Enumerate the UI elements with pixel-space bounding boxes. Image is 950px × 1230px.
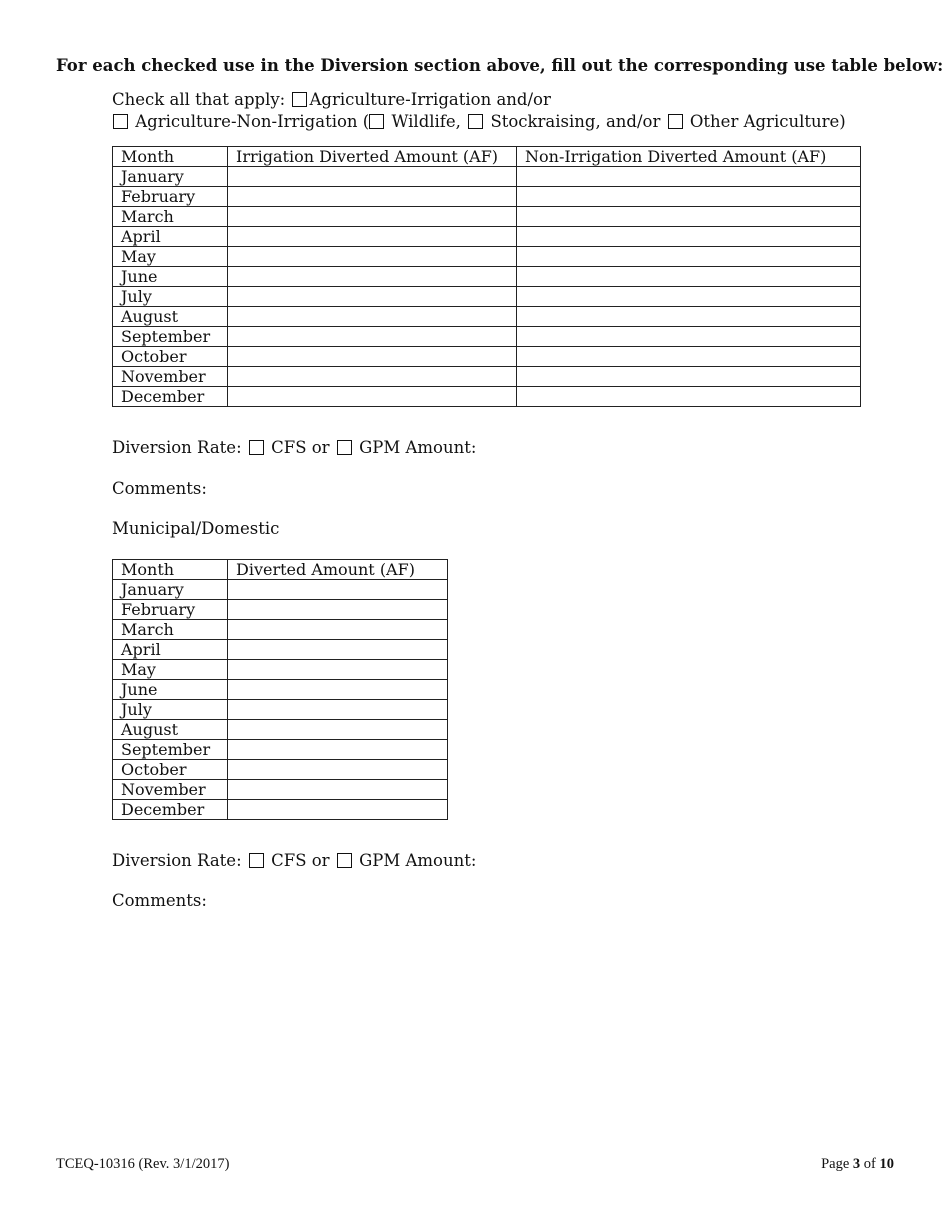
cfs-label: CFS or: [271, 438, 330, 457]
cfs-checkbox[interactable]: [249, 853, 264, 868]
month-cell: August: [113, 720, 228, 740]
table-row: [113, 780, 448, 800]
month-cell: July: [113, 700, 228, 720]
amount-input-cell[interactable]: [228, 660, 448, 680]
page-number: [821, 1156, 894, 1173]
amount-input-cell[interactable]: [517, 347, 861, 367]
agriculture-irrigation-checkbox[interactable]: [292, 92, 307, 107]
agriculture-non-irrigation-label: Agriculture-Non-Irrigation (: [135, 112, 370, 131]
page-total: 10: [879, 1156, 894, 1172]
amount-input-cell[interactable]: [228, 367, 517, 387]
page-of: of: [863, 1156, 876, 1172]
municipal-comments-label: Comments:: [112, 891, 207, 910]
table-row: [113, 167, 861, 187]
other-agriculture-label: Other Agriculture): [689, 112, 846, 131]
wildlife-checkbox[interactable]: [369, 114, 384, 129]
column-header: Diverted Amount (AF): [228, 560, 448, 580]
table-row: [113, 680, 448, 700]
stockraising-label: Stockraising, and/or: [490, 112, 661, 131]
month-cell: April: [113, 640, 228, 660]
amount-input-cell[interactable]: [228, 387, 517, 407]
amount-input-cell[interactable]: [228, 307, 517, 327]
table-row: [113, 207, 861, 227]
month-cell: May: [113, 660, 228, 680]
month-cell: July: [113, 287, 228, 307]
table-row: [113, 267, 861, 287]
gpm-amount-label: GPM Amount:: [359, 438, 477, 457]
column-header: Month: [113, 560, 228, 580]
amount-input-cell[interactable]: [228, 800, 448, 820]
month-cell: February: [113, 187, 228, 207]
agriculture-check-line-1: [112, 90, 551, 110]
month-cell: January: [113, 580, 228, 600]
agriculture-check-line-2: [112, 112, 846, 132]
amount-input-cell[interactable]: [228, 620, 448, 640]
amount-input-cell[interactable]: [517, 367, 861, 387]
table-header-row: [113, 147, 861, 167]
amount-input-cell[interactable]: [228, 680, 448, 700]
amount-input-cell[interactable]: [517, 207, 861, 227]
gpm-checkbox[interactable]: [337, 440, 352, 455]
month-cell: October: [113, 760, 228, 780]
month-cell: August: [113, 307, 228, 327]
table-row: [113, 307, 861, 327]
table-row: [113, 327, 861, 347]
amount-input-cell[interactable]: [517, 227, 861, 247]
amount-input-cell[interactable]: [228, 700, 448, 720]
table-row: [113, 660, 448, 680]
cfs-checkbox[interactable]: [249, 440, 264, 455]
amount-input-cell[interactable]: [228, 580, 448, 600]
month-cell: February: [113, 600, 228, 620]
amount-input-cell[interactable]: [228, 740, 448, 760]
table-row: [113, 247, 861, 267]
agriculture-diversion-rate: [112, 438, 476, 458]
municipal-diversion-rate: [112, 851, 476, 871]
municipal-diversion-table: [112, 559, 448, 820]
amount-input-cell[interactable]: [228, 640, 448, 660]
cfs-label: CFS or: [271, 851, 330, 870]
amount-input-cell[interactable]: [517, 167, 861, 187]
amount-input-cell[interactable]: [228, 267, 517, 287]
month-cell: May: [113, 247, 228, 267]
amount-input-cell[interactable]: [228, 327, 517, 347]
month-cell: October: [113, 347, 228, 367]
month-cell: January: [113, 167, 228, 187]
table-row: [113, 700, 448, 720]
amount-input-cell[interactable]: [228, 780, 448, 800]
table-row: [113, 347, 861, 367]
month-cell: March: [113, 620, 228, 640]
column-header: Non-Irrigation Diverted Amount (AF): [517, 147, 861, 167]
agriculture-non-irrigation-checkbox[interactable]: [113, 114, 128, 129]
amount-input-cell[interactable]: [228, 347, 517, 367]
stockraising-checkbox[interactable]: [468, 114, 483, 129]
month-cell: December: [113, 387, 228, 407]
page-current: 3: [852, 1156, 861, 1172]
amount-input-cell[interactable]: [228, 287, 517, 307]
table-row: [113, 760, 448, 780]
amount-input-cell[interactable]: [228, 760, 448, 780]
wildlife-label: Wildlife,: [391, 112, 461, 131]
month-cell: March: [113, 207, 228, 227]
section-heading: For each checked use in the Diversion section above, fill out the corresponding use table below:: [56, 56, 944, 75]
table-row: [113, 187, 861, 207]
amount-input-cell[interactable]: [228, 247, 517, 267]
diversion-rate-label: Diversion Rate:: [112, 851, 242, 870]
month-cell: November: [113, 367, 228, 387]
table-row: [113, 227, 861, 247]
column-header: Month: [113, 147, 228, 167]
month-cell: December: [113, 800, 228, 820]
amount-input-cell[interactable]: [517, 267, 861, 287]
amount-input-cell[interactable]: [517, 387, 861, 407]
amount-input-cell[interactable]: [228, 187, 517, 207]
gpm-amount-label: GPM Amount:: [359, 851, 477, 870]
month-cell: April: [113, 227, 228, 247]
form-id: TCEQ-10316 (Rev. 3/1/2017): [56, 1156, 230, 1172]
amount-input-cell[interactable]: [517, 187, 861, 207]
amount-input-cell[interactable]: [228, 227, 517, 247]
month-cell: June: [113, 267, 228, 287]
table-row: [113, 740, 448, 760]
amount-input-cell[interactable]: [517, 247, 861, 267]
other-agriculture-checkbox[interactable]: [668, 114, 683, 129]
table-row: [113, 367, 861, 387]
amount-input-cell[interactable]: [228, 720, 448, 740]
amount-input-cell[interactable]: [228, 167, 517, 187]
month-cell: September: [113, 740, 228, 760]
table-row: [113, 640, 448, 660]
amount-input-cell[interactable]: [517, 327, 861, 347]
amount-input-cell[interactable]: [228, 600, 448, 620]
agriculture-irrigation-label: Agriculture-Irrigation and/or: [309, 90, 551, 109]
check-all-prefix: Check all that apply:: [112, 90, 286, 109]
month-cell: November: [113, 780, 228, 800]
table-row: [113, 720, 448, 740]
table-row: [113, 387, 861, 407]
page-word: Page: [821, 1156, 850, 1172]
month-cell: September: [113, 327, 228, 347]
amount-input-cell[interactable]: [517, 287, 861, 307]
agriculture-diversion-table: [112, 146, 861, 407]
table-row: [113, 600, 448, 620]
table-row: [113, 800, 448, 820]
month-cell: June: [113, 680, 228, 700]
municipal-domestic-title: Municipal/Domestic: [112, 519, 280, 538]
gpm-checkbox[interactable]: [337, 853, 352, 868]
table-row: [113, 287, 861, 307]
diversion-rate-label: Diversion Rate:: [112, 438, 242, 457]
table-row: [113, 620, 448, 640]
table-header-row: [113, 560, 448, 580]
amount-input-cell[interactable]: [517, 307, 861, 327]
column-header: Irrigation Diverted Amount (AF): [228, 147, 517, 167]
agriculture-comments-label: Comments:: [112, 479, 207, 498]
table-row: [113, 580, 448, 600]
amount-input-cell[interactable]: [228, 207, 517, 227]
